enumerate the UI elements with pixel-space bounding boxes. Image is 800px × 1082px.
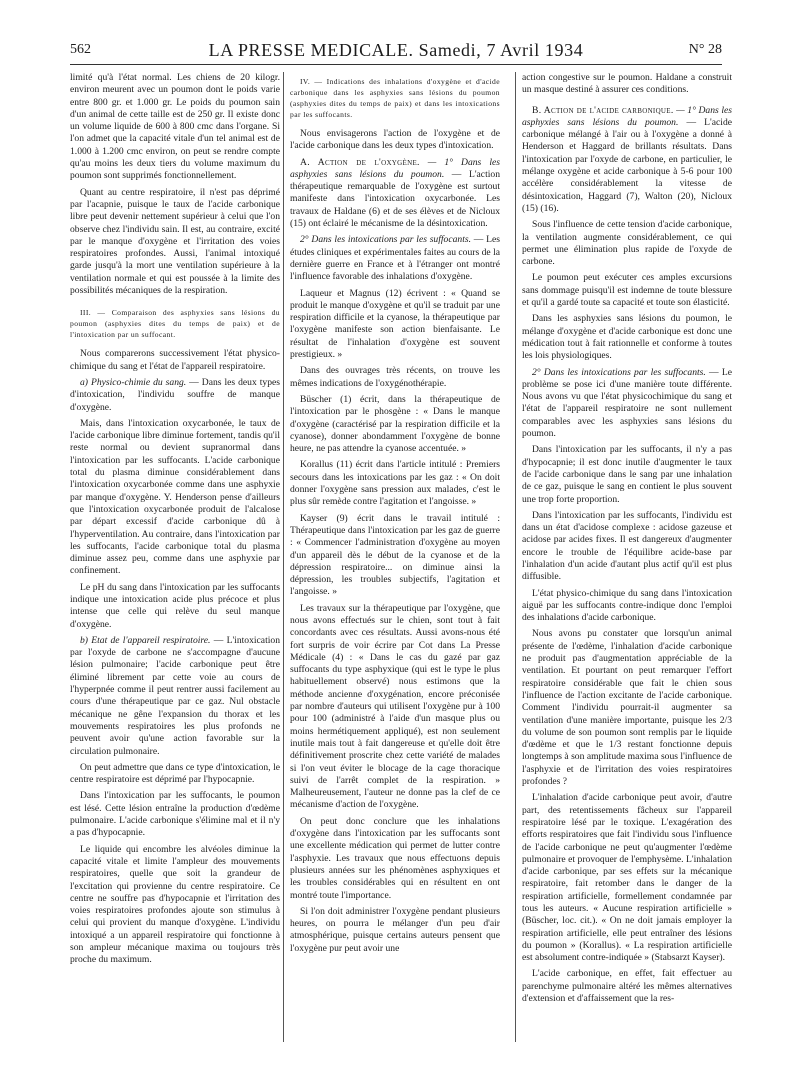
paragraph-text: — L'intoxication par l'oxyde de carbone ne s'accompagne d'aucune lésion pulmonaire; l'acide carbonique peut être éliminé librement par cette voie au cours de l'hyperpnée comme il peut rentrer aussi facilement au cours d'une thérapeutique par ce gaz. Nul obstacle mécanique ne gêne l'expansion du thorax et les mouvements respiratoires les plus profonds ne peuvent avoir qu'une action favorable sur la circulation pulmonaire.	[70, 634, 280, 757]
subheading: — 1° Dans les asphyxies sans lésions du poumon.	[522, 104, 732, 128]
paragraph	[70, 635, 280, 758]
paragraph: Quant au centre respiratoire, il n'est pas déprimé par l'acapnie, puisque le taux de l'acide carbonique libre peut devenir nettement supérieur à celui que l'on observe chez l'individu sain. Il est, au contraire, excité par le manque d'oxygène et l'irritation des voies respiratoires profondes. Aussi, l'animal intoxiqué garde jusqu'à la mort une ventilation supérieure à la ventilation normale et qui est poussée à la limite des possibilités mécaniques de la respiration.	[70, 186, 280, 297]
issue-number: N° 28	[688, 42, 722, 57]
subheading: 2° Dans les intoxications par les suffocants.	[532, 366, 706, 378]
paragraph: Mais, dans l'intoxication oxycarbonée, le taux de l'acide carbonique libre diminue fortement, tandis qu'il reste normal ou devient supranormal dans l'intoxication par les suffocants. L'acide carbonique total du plasma diminue considérablement dans l'intoxication oxycarbonée comme dans une asphyxie par manque d'oxygène. Y. Henderson pense d'ailleurs que l'intoxication oxycarbonée produit de l'alcalose par départ excessif d'acide carbonique dû à l'hyperventilation. Au contraire, dans l'intoxication par les suffocants, l'acide carbonique total du plasma diminue assez peu, comme dans une asphyxie par confinement.	[70, 417, 280, 577]
paragraph: Korallus (11) écrit dans l'article intitulé : Premiers secours dans les intoxications par les gaz : « On doit donner l'oxygène sans pression aux malades, c'est le plus sûr remède contre l'agitation et l'angoisse. »	[290, 459, 500, 508]
paragraph: Dans l'intoxication par les suffocants, l'individu est dans un état d'acidose complexe : acidose gazeuse et acidose par acides fixes. Il est dangereux d'augmenter encore le trouble de l'équilibre acide-base par l'inhalation d'un acide d'autant plus actif qu'il est plus diffusible.	[522, 509, 732, 583]
paragraph-text: — Les études cliniques et expérimentales faites au cours de la dernière guerre en France et à l'étranger ont montré l'influence favorable des inhalations d'oxygène.	[290, 234, 500, 283]
paragraph: Dans des ouvrages très récents, on trouve les mêmes indications de l'oxygénothérapie.	[290, 365, 500, 389]
text-column-3	[522, 72, 732, 1062]
paragraph: Les travaux sur la thérapeutique par l'oxygène, que nous avons effectués sur le chien, sont tout à fait concordants avec ces résultats. Aussi avons-nous été fort surpris de voir écrire par Cot dans La Presse Médicale (4) : « Dans le cas du gazé par gaz suffocants du type asphyxique (qui est le type le plus habituellement observé) nous estimons que la méthode ancienne d'oxygénation, encore préconisée par nombre d'auteurs qui utilisent l'oxygène pur à 100 pour 100 (administré à l'aide d'un masque plus ou moins hermétiquement appliqué), est non seulement inutile mais tout à fait dangereuse et qu'elle doit être définitivement proscrite chez cette variété de malades si l'on veut éviter le blocage de la cage thoracique suivi de l'arrêt complet de la respiration. » Malheureusement, l'auteur ne donne pas la clef de ce mécanisme d'action de l'oxygène.	[290, 602, 500, 811]
paragraph: Si l'on doit administrer l'oxygène pendant plusieurs heures, on pourra le mélanger d'un peu d'air atmosphérique, puisque certains auteurs pensent que l'oxygène pur peut avoir une	[290, 905, 500, 954]
subsection-lead: A. Action de l'oxygène.	[300, 156, 420, 168]
paragraph: Nous comparerons successivement l'état physico-chimique du sang et l'état de l'appareil respiratoire.	[70, 348, 280, 372]
paragraph: Nous avons pu constater que lorsqu'un animal présente de l'œdème, l'inhalation d'acide carbonique ne produit pas d'augmentation appréciable de la ventilation. Et pourtant on peut remarquer l'effort respiratoire considérable que fait le chien sous l'influence de l'action excitante de l'acide carbonique. Comment l'individu pourrait-il augmenter sa ventilation d'une manière importante, puisque les 2/3 du volume de son poumon sont remplis par le liquide d'œdème et que le 1/3 restant fonctionne depuis longtemps à son amplitude maxima sous l'influence de l'asphyxie et de l'irritation des voies respiratoires profondes ?	[522, 628, 732, 788]
issue-date: Samedi, 7 Avril 1934	[418, 40, 584, 60]
paragraph: On peut admettre que dans ce type d'intoxication, le centre respiratoire est déprimé par l'hypocapnie.	[70, 761, 280, 786]
paragraph: Le pH du sang dans l'intoxication par les suffocants indique une intoxication acide plus précoce et plus intense que celle qui relève du seul manque d'oxygène.	[70, 581, 280, 630]
paragraph: L'acide carbonique, en effet, fait effectuer au parenchyme pulmonaire altéré les mêmes alternatives d'extension et d'affaissement que la res-	[522, 968, 732, 1005]
paragraph-text: — L'acide carbonique mélangé à l'air ou à l'oxygène a donné à Henderson et Haggard de brillants résultats. Dans l'intoxication par l'oxyde de carbone, en particulier, le mélange oxygène et acide carbonique à 5-6 pour 100 accélère considérablement la vitesse de désintoxication, Haggard (7), Walton (20), Nicloux (15) (16).	[522, 116, 732, 214]
text-column-2	[290, 72, 500, 1062]
paragraph: Kayser (9) écrit dans le travail intitulé : Thérapeutique dans l'intoxication par les gaz de guerre : « Commencer l'administration d'oxygène au moyen d'un appareil dès le début de la cyanose et de la dépression respiratoire... on diminue ainsi la dépression, les troubles subjectifs, l'agitation et l'angoisse. »	[290, 512, 500, 598]
subsection-lead: B. Action de l'acide carbonique.	[532, 104, 674, 116]
paragraph	[522, 105, 732, 216]
paragraph	[290, 234, 500, 283]
paragraph: Büscher (1) écrit, dans la thérapeutique de l'intoxication par le phosgène : « Dans le manque d'oxygène (caractérisé par la respiration difficile et la cyanose), donner abondamment l'oxygène de bonne heure, ne pas attendre la cyanose accentuée. »	[290, 393, 500, 455]
paragraph: Sous l'influence de cette tension d'acide carbonique, la ventilation augmente considérablement, ce qui permet une élimination plus rapide de l'oxyde de carbone.	[522, 219, 732, 268]
paragraph: On peut donc conclure que les inhalations d'oxygène dans l'intoxication par les suffocants sont une excellente médication qui permet de lutter contre l'asphyxie. Les travaux que nous effectuons depuis plusieurs années sur les phénomènes asphyxiques et les troubles considérables qui en résultent en ont montré toute l'importance.	[290, 815, 500, 901]
journal-title: LA PRESSE MEDICALE.	[208, 40, 414, 60]
column-divider	[283, 72, 284, 1042]
paragraph: Laqueur et Magnus (12) écrivent : « Quand se produit le manque d'oxygène et qu'il se traduit par une respiration difficile et la cyanose, la thérapeutique par l'oxygène manifeste son action bienfaisante. Le résultat de l'inhalation d'oxygène est souvent prestigieux. »	[290, 287, 500, 361]
section-heading: III. — Comparaison des asphyxies sans lésions du poumon (asphyxies dites du temps de paix) et de l'intoxication par un suffocant.	[70, 308, 280, 340]
paragraph: Dans l'intoxication par les suffocants, il n'y a pas d'hypocapnie; il est donc inutile d'augmenter le taux de l'acide carbonique dans le sang par une inhalation de ce gaz, puisque le sang en contient le plus souvent une trop forte proportion.	[522, 444, 732, 505]
paragraph: Dans l'intoxication par les suffocants, le poumon est lésé. Cette lésion entraîne la production d'œdème pulmonaire. L'acide carbonique s'élimine mal et il n'y a pas d'hypocapnie.	[70, 790, 280, 839]
paragraph-text: — Dans les deux types d'intoxication, l'individu souffre de manque d'oxygène.	[70, 376, 280, 413]
page-header	[70, 40, 722, 65]
paragraph: Dans les asphyxies sans lésions du poumon, le mélange d'oxygène et d'acide carbonique est donc une médication tout à fait rationnelle et conforme à toutes les lois physiologiques.	[522, 313, 732, 362]
subheading: 2° Dans les intoxications par les suffocants.	[300, 234, 472, 246]
paragraph: Le liquide qui encombre les alvéoles diminue la capacité vitale et limite l'ampleur des mouvements respiratoires, quelle que soit la grandeur de l'excitation qui provienne du centre respiratoire. Ce centre ne souffre pas d'hypocapnie et l'irritation des voies respiratoires profondes ajoute son stimulus à celui qui provient du manque d'oxygène. L'individu intoxiqué a un appareil respiratoire qui fonctionne à son ampleur mécanique maxima ou toujours très proche du maximum.	[70, 843, 280, 966]
running-title	[70, 40, 722, 61]
section-heading: IV. — Indications des inhalations d'oxygène et d'acide carbonique dans les asphyxies sans lésions du poumon (asphyxies dites du temps de paix) et dans les intoxications par les suffocants.	[290, 77, 500, 119]
paragraph: L'inhalation d'acide carbonique peut avoir, d'autre part, des retentissements fâcheux sur l'appareil respiratoire lésé par le toxique. L'exagération des efforts respiratoires que fait l'individu sous l'influence de l'acide carbonique ne peut qu'augmenter l'œdème pulmonaire et provoquer de l'emphysème. L'inhalation d'acide carbonique, par ses effets sur la mécanique respiratoire, fait retomber dans le danger de la respiration artificielle, formellement condamnée par tous les auteurs. « Aucune respiration artificielle » (Büscher, loc. cit.). « On ne doit jamais employer la respiration artificielle, elle peut entraîner des lésions du poumon » (Korallus). « La respiration artificielle est absolument contre-indiquée » (Stabsarzt Kayser).	[522, 792, 732, 964]
paragraph	[522, 367, 732, 441]
page-number: 562	[70, 42, 91, 57]
paragraph	[290, 157, 500, 231]
paragraph: limité qu'à l'état normal. Les chiens de 20 kilogr. environ meurent avec un poumon dont le poids varie entre 800 gr. et 1.000 gr. Le poids du poumon sain d'un animal de cette taille est de 250 gr. Il existe donc un volume liquide de 600 à 800 cmc dans l'organe. Si l'on admet que la capacité vitale d'un tel animal est de 1.000 à 1.200 cmc environ, on peut se rendre compte qu'au moins les deux tiers du volume maximum du poumon sont supprimés fonctionnellement.	[70, 72, 280, 182]
paragraph	[70, 377, 280, 414]
text-column-1	[70, 72, 280, 1062]
paragraph-text: — L'action thérapeutique remarquable de l'oxygène est surtout manifeste dans l'intoxication oxycarbonée. Les travaux de Haldane (6) et de ses élèves et de Nicloux (15) ont éclairé le mécanisme de la désintoxication.	[290, 168, 500, 230]
paragraph: L'état physico-chimique du sang dans l'intoxication aiguë par les suffocants contre-indique donc l'emploi des inhalations d'acide carbonique.	[522, 587, 732, 624]
column-divider	[515, 72, 516, 1042]
subheading: b) Etat de l'appareil respiratoire.	[80, 634, 211, 646]
subheading: — 1° Dans les asphyxies sans lésions du poumon.	[290, 156, 500, 180]
subheading: a) Physico-chimie du sang.	[80, 376, 187, 388]
paragraph: action congestive sur le poumon. Haldane a construit un masque destiné à assurer ces conditions.	[522, 72, 732, 96]
paragraph: Le poumon peut exécuter ces amples excursions sans dommage puisqu'il est indemne de toute blessure et qu'il a gardé toute sa capacité et toute son élasticité.	[522, 272, 732, 309]
paragraph-text: — Le problème se pose ici d'une manière toute différente. Nous avons vu que l'état physicochimique du sang et l'état de l'appareil respiratoire ne sont nullement comparables avec les asphyxies sans lésions du poumon.	[522, 366, 732, 440]
paragraph: Nous envisagerons l'action de l'oxygène et de l'acide carbonique dans les deux types d'intoxication.	[290, 128, 500, 152]
